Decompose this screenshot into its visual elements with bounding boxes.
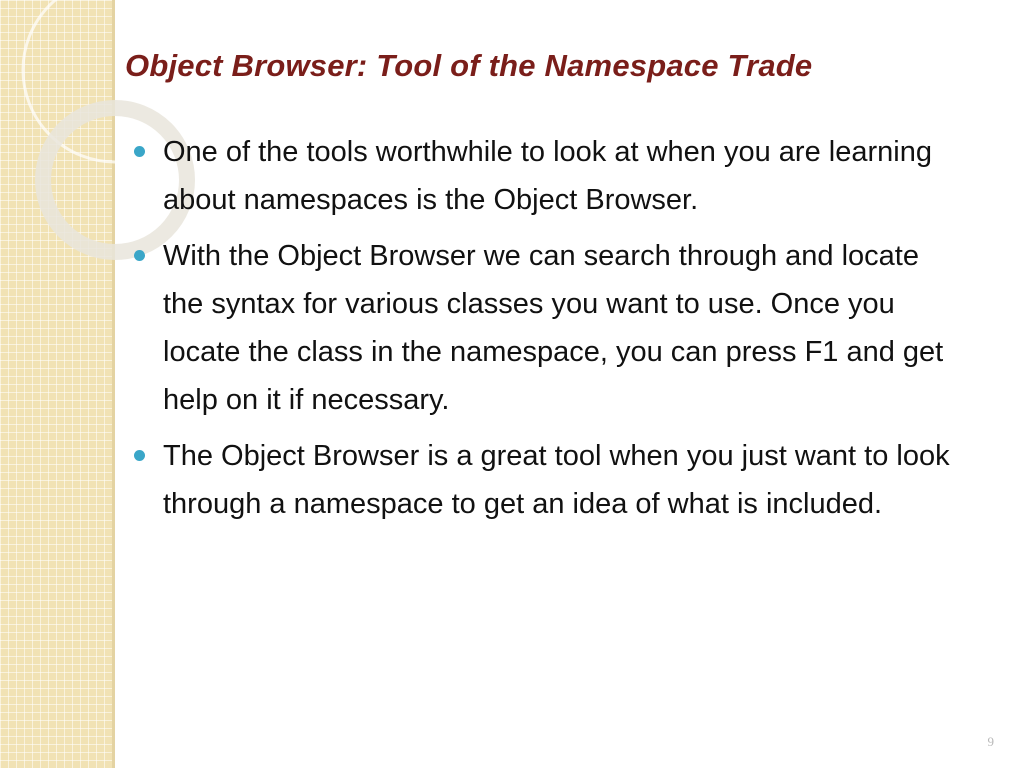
slide-title: Object Browser: Tool of the Namespace Trade [125,48,813,83]
bullet-item [132,232,962,424]
bullet-dot-icon [134,450,145,461]
bullet-item [132,432,962,528]
bullet-dot-icon [134,250,145,261]
bullet-text: The Object Browser is a great tool when you just want to look through a namespace to get an idea of what is included. [163,440,950,520]
bullet-text: With the Object Browser we can search through and locate the syntax for various classes you want to use. Once you locate the class in the namespace, you can press F1 and get help on it if necessary. [163,240,944,416]
bullet-item [132,128,962,224]
page-number: 9 [987,734,994,749]
bullet-dot-icon [134,146,145,157]
bullet-text: One of the tools worthwhile to look at when you are learning about namespaces is the Object Browser. [163,136,932,216]
bullet-list [132,128,962,536]
